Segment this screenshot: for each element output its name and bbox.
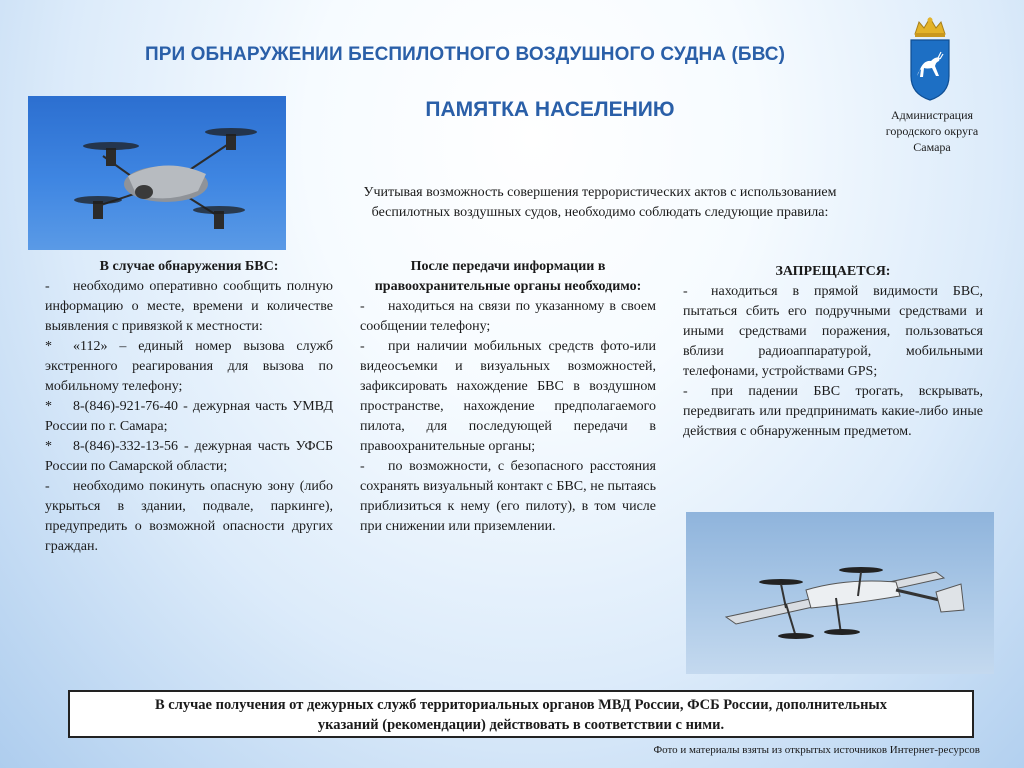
column-heading: ЗАПРЕЩАЕТСЯ: (775, 264, 891, 279)
quadcopter-drone-photo (28, 96, 286, 250)
bullet-marker: - (683, 384, 688, 399)
column-detection (45, 257, 333, 557)
notice-line-1: В случае получения от дежурных служб территориальных органов МВД России, ФСБ России, дополнительных (154, 697, 888, 713)
list-item-text: «112» – единый номер вызова служб экстренного реагирования для вызова по мобильному телефону; (45, 339, 333, 394)
samara-coat-of-arms-icon (905, 14, 955, 104)
column-heading: В случае обнаружения БВС: (99, 259, 279, 274)
bullet-marker: * (45, 439, 52, 454)
list-item (45, 397, 333, 437)
admin-line-3: Самара (913, 140, 951, 154)
list-item-text: находиться на связи по указанному в своем сообщении телефону; (360, 299, 656, 334)
fixed-wing-drone-photo (686, 512, 994, 674)
list-item (683, 282, 983, 382)
column-prohibited (683, 262, 983, 442)
bullet-marker: - (360, 339, 365, 354)
notice-box (68, 690, 974, 738)
list-item (45, 277, 333, 337)
list-item (45, 337, 333, 397)
list-item-text: по возможности, с безопасного расстояния сохранять визуальный контакт с БВС, не пытаясь приблизиться к нему (его пилоту), в том числе при снижении или приземлении. (360, 459, 656, 534)
bullet-marker: * (45, 399, 52, 414)
list-item-text: 8-(846)-921-76-40 - дежурная часть УМВД России по г. Самара; (45, 399, 333, 434)
intro-line-1: Учитывая возможность совершения террористических актов с использованием (363, 185, 837, 200)
list-item-text: необходимо оперативно сообщить полную информацию о месте, времени и количестве выявления с привязкой к местности: (45, 279, 333, 334)
list-item (45, 477, 333, 557)
bullet-marker: - (683, 284, 688, 299)
column-after-reporting (360, 257, 656, 537)
list-item-text: 8-(846)-332-13-56 - дежурная часть УФСБ России по Самарской области; (45, 439, 333, 474)
bullet-marker: - (45, 479, 50, 494)
intro-line-2: беспилотных воздушных судов, необходимо соблюдать следующие правила: (371, 205, 829, 220)
page-subtitle: ПАМЯТКА НАСЕЛЕНИЮ (425, 98, 675, 121)
list-item (45, 437, 333, 477)
bullet-marker: - (360, 299, 365, 314)
administration-label (862, 107, 1002, 155)
list-item-text: находиться в прямой видимости БВС, пытаться сбить его подручными средствами и иными средствами поражения, пользоваться вблизи радиоаппаратурой, мобильными телефонами, устройствами GPS; (683, 284, 983, 379)
list-item-text: при падении БВС трогать, вскрывать, передвигать или предпринимать какие-либо иные действия с обнаруженным предметом. (683, 384, 983, 439)
list-item (360, 337, 656, 457)
list-item (360, 297, 656, 337)
source-credit: Фото и материалы взяты из открытых источников Интернет-ресурсов (653, 744, 980, 756)
column-heading: После передачи информации в правоохранительные органы необходимо: (374, 259, 642, 294)
list-item (360, 457, 656, 537)
intro-text (270, 183, 930, 223)
bullet-marker: * (45, 339, 52, 354)
page-title: ПРИ ОБНАРУЖЕНИИ БЕСПИЛОТНОГО ВОЗДУШНОГО СУДНА (БВС) (144, 44, 786, 65)
admin-line-1: Администрация (890, 108, 974, 122)
list-item-text: необходимо покинуть опасную зону (либо укрыться в здании, подвале, паркинге), предупредить о возможной опасности других граждан. (45, 479, 333, 554)
notice-line-2: указаний (рекомендации) действовать в соответствии с ними. (317, 717, 725, 733)
bullet-marker: - (360, 459, 365, 474)
list-item (683, 382, 983, 442)
list-item-text: при наличии мобильных средств фото-или видеосъемки и визуальных возможностей, зафиксировать нахождение БВС в воздушном пространстве, нахождение предполагаемого пилота, для последующей передачи в правоохранительные органы; (360, 339, 656, 454)
admin-line-2: городского округа (885, 124, 979, 138)
bullet-marker: - (45, 279, 50, 294)
